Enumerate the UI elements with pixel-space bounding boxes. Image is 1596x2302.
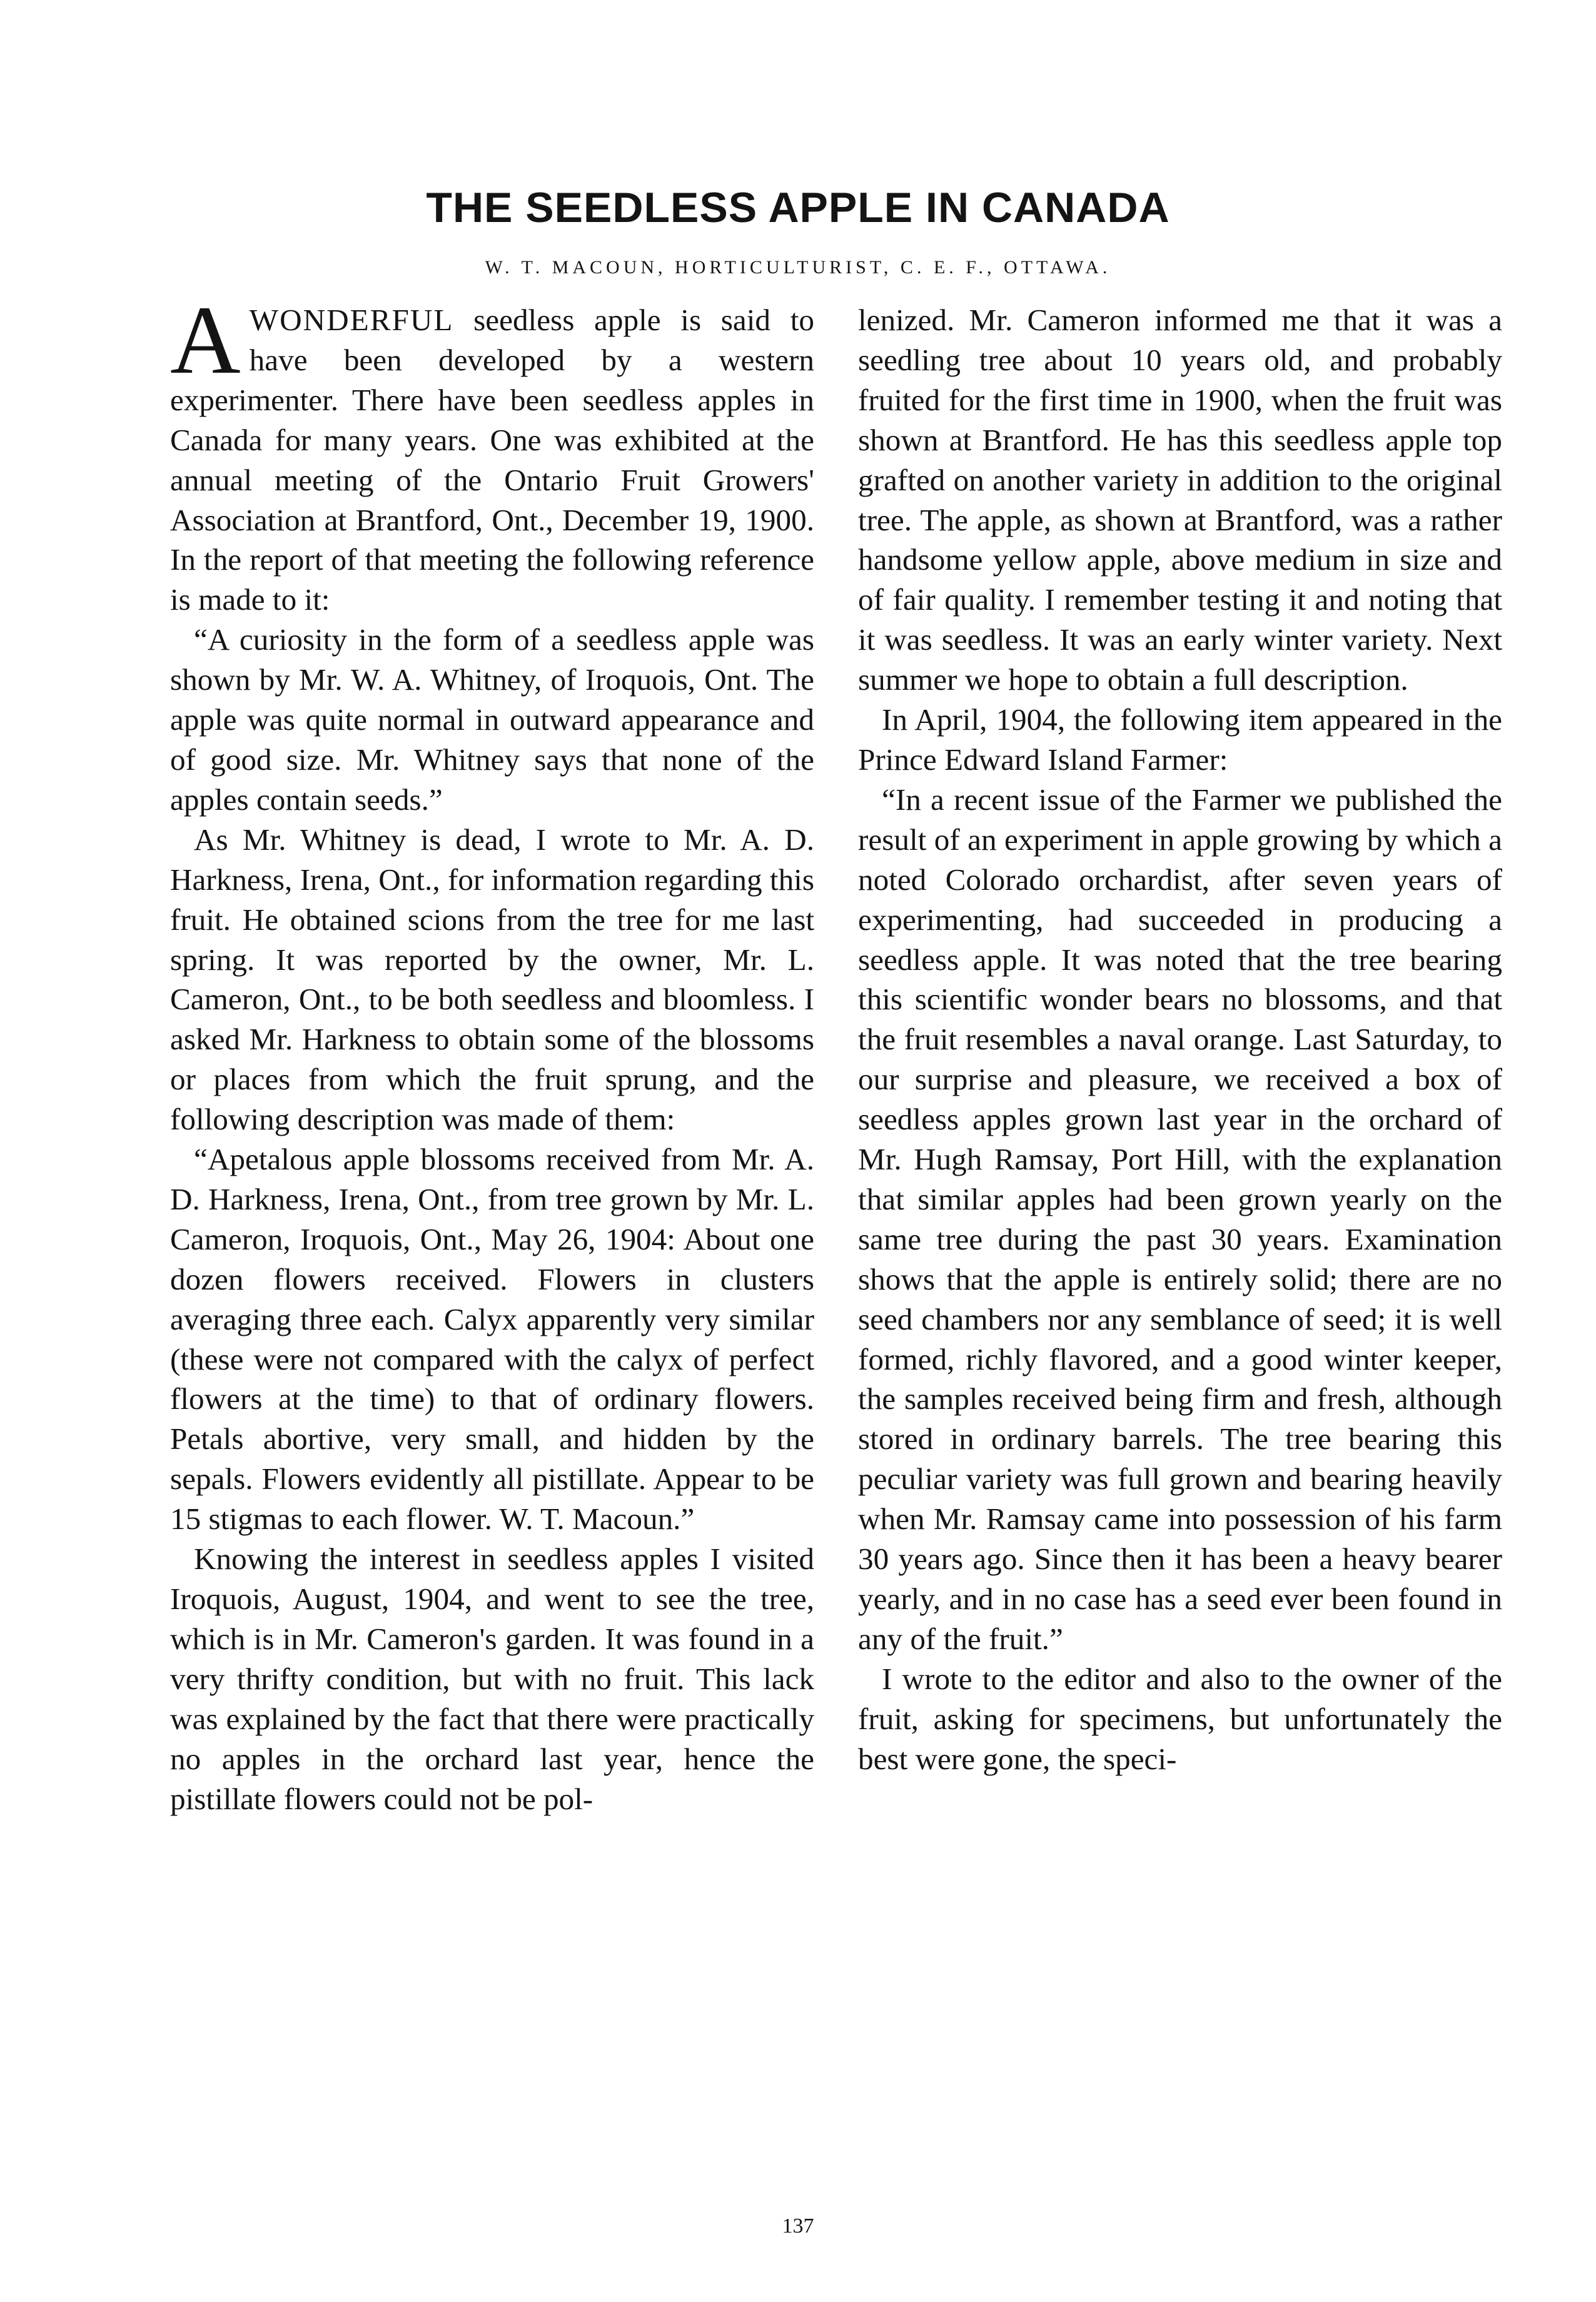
paragraph-quote-farmer: “In a recent issue of the Farmer we published the result of an experiment in apple growing by which a noted Colorado orchardist, after seven years of experimenting, had succeeded in producing a seedless apple. It was noted that the tree bearing this scientific wonder bears no blossoms, and that the fruit resembles a naval orange. Last Saturday, to our surprise and pleasure, we received a box of seedless apples grown last year in the orchard of Mr. Hugh Ramsay, Port Hill, with the explanation that similar apples had been grown yearly on the same tree during the past 30 years. Examination shows that the apple is entirely solid; there are no seed chambers nor any semblance of seed; it is well formed, richly flavored, and a good winter keeper, the samples received being firm and fresh, although stored in ordinary barrels. The tree bearing this peculiar variety was full grown and bearing heavily when Mr. Ramsay came into possession of his farm 30 years ago. Since then it has been a heavy bearer yearly, and in no case has a seed ever been found in any of the fruit.”	[858, 782, 1502, 1656]
paragraph-visit: Knowing the interest in seedless apples I visited Iroquois, August, 1904, and went to see the tree, which is in Mr. Cameron's garden. It was found in a very thrifty condition, but with no fruit. This lack was explained by the fact that there were practically no apples in the orchard last year, hence the pistillate flowers could not be pol-	[170, 1542, 814, 1816]
paragraph-editor: I wrote to the editor and also to the owner of the fruit, asking for specimens, but unfortunately the best were gone, the speci-	[858, 1661, 1502, 1776]
paragraph-harkness: As Mr. Whitney is dead, I wrote to Mr. A. D. Harkness, Irena, Ont., for information regarding this fruit. He obtained scions from the tree for me last spring. It was reported by the owner, Mr. L. Cameron, Ont., to be both seedless and bloomless. I asked Mr. Harkness to obtain some of the blossoms or places from which the fruit sprung, and the following description was made of them:	[170, 822, 814, 1137]
article-byline: W. T. MACOUN, HORTICULTURIST, C. E. F., OTTAWA.	[485, 257, 1111, 278]
paragraph-april: In April, 1904, the following item appeared in the Prince Edward Island Farmer:	[858, 702, 1502, 777]
paragraph-quote-blossoms: “Apetalous apple blossoms received from Mr. A. D. Harkness, Irena, Ont., from tree grown by Mr. L. Cameron, Iroquois, Ont., May 26, 1904: About one dozen flowers received. Flowers in clusters averaging three each. Calyx apparently very similar (these were not compared with the calyx of perfect flowers at the time) to that of ordinary flowers. Petals abortive, very small, and hidden by the sepals. Flowers evidently all pistillate. Appear to be 15 stigmas to each flower. W. T. Macoun.”	[170, 1142, 814, 1537]
paragraph-quote-report: “A curiosity in the form of a seedless apple was shown by Mr. W. A. Whitney, of Iroquois, Ont. The apple was quite normal in outward appearance and of good size. Mr. Whitney says that none of the apples contain seeds.”	[170, 622, 814, 817]
intro-text: seedless apple is said to have been developed by a western experimenter. There have been seedless apples in Canada for many years. One was exhibited at the annual meeting of the Ontario Fruit Growers' Association at Brantford, Ont., December 19, 1900. In the report of that meeting the following reference is made to it:	[170, 303, 814, 617]
page-number: 137	[782, 2214, 814, 2238]
drop-cap: A	[170, 286, 241, 394]
right-column	[858, 300, 1502, 1779]
intro-lead-word: WONDERFUL	[249, 303, 454, 337]
left-column	[170, 286, 814, 1819]
paragraph-continued: lenized. Mr. Cameron informed me that it was a seedling tree about 10 years old, and probably fruited for the first time in 1900, when the fruit was shown at Brantford. He has this seedless apple top grafted on another variety in addition to the original tree. The apple, as shown at Brantford, was a rather handsome yellow apple, above medium in size and of fair quality. I remember testing it and noting that it was seedless. It was an early winter variety. Next summer we hope to obtain a full description.	[858, 303, 1502, 697]
article-title: THE SEEDLESS APPLE IN CANADA	[426, 184, 1170, 231]
paragraph-intro	[170, 286, 814, 620]
